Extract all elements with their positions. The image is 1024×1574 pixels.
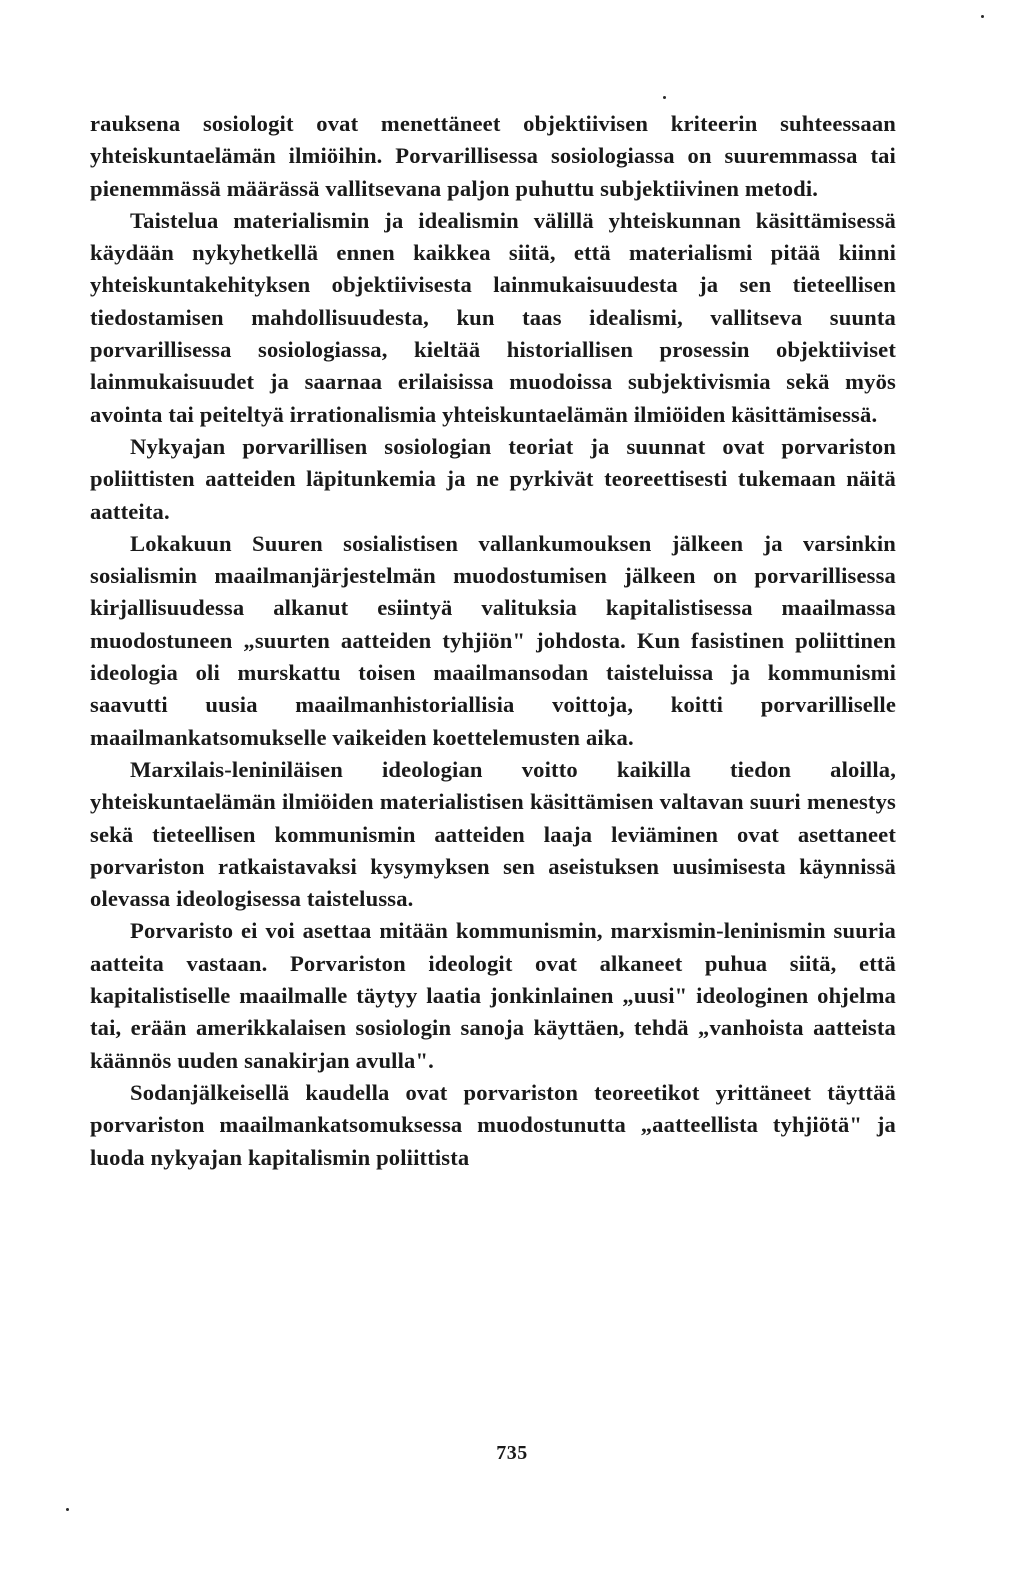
- page-number: 735: [496, 1442, 528, 1464]
- scan-speck: [981, 15, 984, 18]
- scan-speck: [663, 96, 666, 99]
- paragraph-7: Sodanjälkeisellä kaudella ovat porvariston teoreetikot yrittäneet täyttää porvariston maailmankatsomuksessa muodostunutta „aatteellista tyhjiötä" ja luoda nykyajan kapitalismin poliittista: [90, 1079, 896, 1170]
- paragraph-5: Marxilais-leniniläisen ideologian voitto kaikilla tiedon aloilla, yhteiskuntaelämän ilmiöiden materialistisen käsittämisen valtavan suuri menestys sekä tieteellisen kommunismin aatteiden laaja leviäminen ovat asettaneet porvariston ratkaistavaksi kysymyksen sen aseistuksen uusimisesta käynnissä olevassa ideologisessa taistelussa.: [90, 756, 896, 912]
- scan-speck: [66, 1508, 69, 1511]
- paragraph-1: rauksena sosiologit ovat menettäneet objektiivisen kriteerin suhteessaan yhteiskuntaelämän ilmiöihin. Porvarillisessa sosiologiassa on suuremmassa tai pienemmässä määrässä vallitsevana paljon puhuttu subjektiivinen metodi.: [90, 111, 896, 201]
- paragraph-2: Taistelua materialismin ja idealismin välillä yhteiskunnan käsittämisessä käydään nykyhetkellä ennen kaikkea siitä, että materialismi pitää kiinni yhteiskuntakehityksen objektiivisesta lainmukaisuudesta ja sen tieteellisen tiedostamisen mahdollisuudesta, kun taas idealismi, vallitseva suunta porvarillisessa sosiologiassa, kieltää historiallisen prosessin objektiiviset lainmukaisuudet ja saarnaa erilaisissa muodoissa subjektivismia sekä myös avointa tai peiteltyä irrationalismia yhteiskuntaelämän ilmiöiden käsittämisessä.: [90, 207, 896, 427]
- paragraph-4: Lokakuun Suuren sosialistisen vallankumouksen jälkeen ja varsinkin sosialismin maailmanjärjestelmän muodostumisen jälkeen on porvarillisessa kirjallisuudessa alkanut esiintyä valituksia kapitalistisessa maailmassa muodostuneen „suurten aatteiden tyhjiön" johdosta. Kun fasistinen poliittinen ideologia oli murskattu toisen maailmansodan taisteluissa ja kommunismi saavutti uusia maailmanhistoriallisia voittoja, koitti porvarilliselle maailmankatsomukselle vaikeiden koettelemusten aika.: [90, 530, 896, 750]
- body-text: [90, 108, 896, 1174]
- paragraph-3: Nykyajan porvarillisen sosiologian teoriat ja suunnat ovat porvariston poliittisten aatteiden läpitunkemia ja ne pyrkivät teoreettisesti tukemaan näitä aatteita.: [90, 433, 896, 524]
- paragraph-6: Porvaristo ei voi asettaa mitään kommunismin, marxismin-leninismin suuria aatteita vastaan. Porvariston ideologit ovat alkaneet puhua siitä, että kapitalistiselle maailmalle täytyy laatia jonkinlainen „uusi" ideologinen ohjelma tai, erään amerikkalaisen sosiologin sanoja käyttäen, tehdä „vanhoista aatteista käännös uuden sanakirjan avulla".: [90, 918, 896, 1073]
